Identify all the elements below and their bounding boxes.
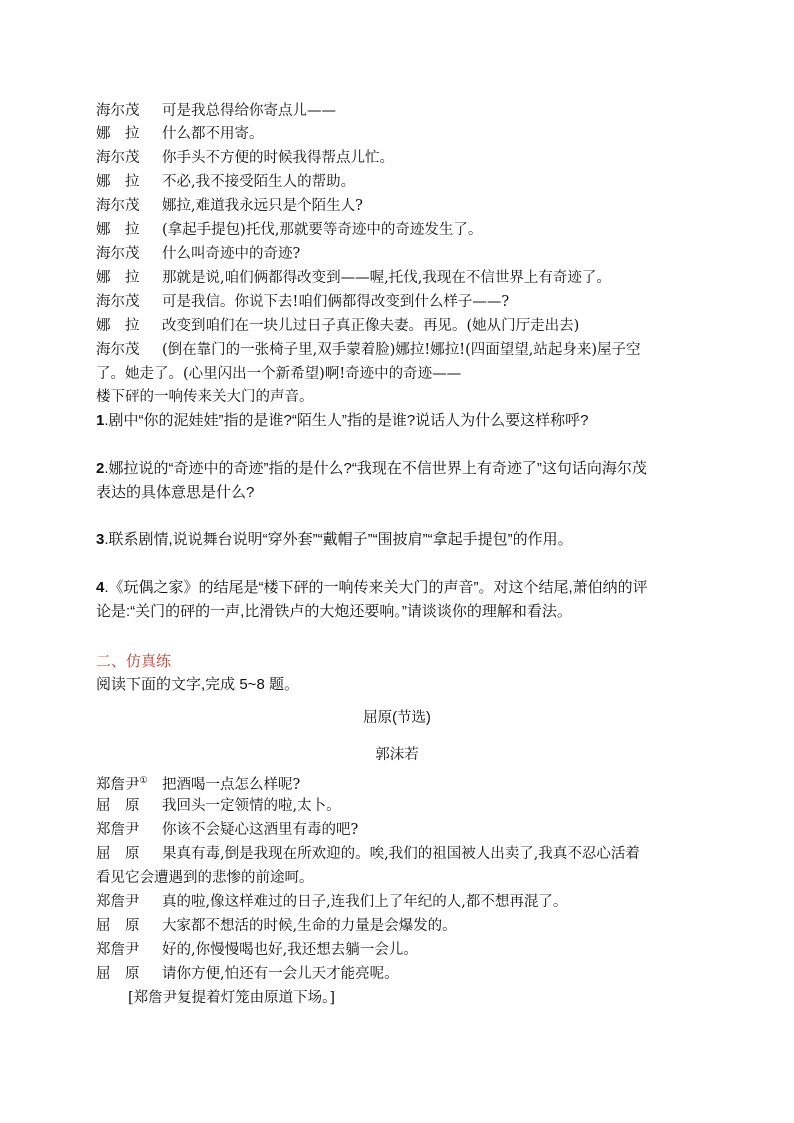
dialogue-line — [96, 916, 457, 936]
speaker: 海尔茂 — [96, 150, 140, 166]
dialogue-line — [96, 340, 641, 360]
speaker-name: 郑詹尹 — [96, 776, 140, 793]
speaker: 屈 原 — [96, 966, 140, 982]
question-text: .联系剧情,说说舞台说明“穿外套”“戴帽子”“围披肩”“拿起手提包”的作用。 — [104, 531, 573, 548]
dialogue-line — [96, 220, 482, 240]
speaker: 海尔茂 — [96, 246, 140, 262]
dialogue-text: 改变到咱们在一块儿过日子真正像夫妻。再见。(她从门厅走出去) — [162, 318, 580, 334]
dialogue-line — [96, 172, 355, 192]
speaker: 屈 原 — [96, 918, 140, 934]
speaker: 娜 拉 — [96, 318, 140, 334]
dialogue-line — [96, 796, 341, 816]
speaker: 海尔茂 — [96, 294, 140, 310]
question-number: 4 — [96, 579, 105, 596]
speaker: 郑詹尹 — [96, 822, 140, 838]
dialogue-line — [96, 940, 418, 960]
question-4 — [96, 577, 648, 599]
section-instruction: 阅读下面的文字,完成 5~8 题。 — [96, 676, 299, 693]
footnote-mark: ① — [139, 776, 148, 786]
dialogue-line — [96, 268, 611, 288]
stage-direction: [郑詹尹复提着灯笼由原道下场。] — [128, 990, 336, 1006]
dialogue-text: (倒在靠门的一张椅子里,双手蒙着脸)娜拉!娜拉!(四面望望,站起身来)屋子空 — [162, 342, 641, 358]
excerpt-author: 郭沫若 — [375, 747, 419, 763]
dialogue-line — [96, 771, 300, 795]
speaker: 娜 拉 — [96, 174, 140, 190]
dialogue-text: 好的,你慢慢喝也好,我还想去躺一会儿。 — [162, 942, 418, 958]
dialogue-text: 可是我信。你说下去!咱们俩都得改变到什么样子——? — [162, 294, 510, 310]
question-number: 3 — [96, 531, 105, 548]
dialogue-line — [96, 148, 394, 168]
speaker: 海尔茂 — [96, 198, 140, 214]
dialogue-text: 什么叫奇迹中的奇迹? — [162, 246, 301, 262]
dialogue-text: 娜拉,难道我永远只是个陌生人? — [162, 198, 363, 214]
dialogue-text: 大家都不想活的时候,生命的力量是会爆发的。 — [162, 918, 457, 934]
dialogue-text: 请你方便,怕还有一会儿天才能亮呢。 — [162, 966, 399, 982]
speaker: 娜 拉 — [96, 126, 140, 142]
dialogue-line — [96, 892, 567, 912]
speaker: 郑詹尹 — [96, 942, 140, 958]
dialogue-line — [96, 316, 579, 336]
dialogue-text: 果真有毒,倒是我现在所欢迎的。唉,我们的祖国被人出卖了,我真不忍心活着 — [162, 846, 640, 862]
stage-direction: 楼下砰的一响传来关大门的声音。 — [96, 389, 314, 405]
dialogue-line — [96, 196, 363, 216]
speaker: 海尔茂 — [96, 342, 140, 358]
question-3 — [96, 529, 573, 551]
dialogue-line — [96, 844, 640, 864]
dialogue-text: 不必,我不接受陌生人的帮助。 — [162, 174, 356, 190]
speaker: 郑詹尹 — [96, 894, 140, 910]
dialogue-text: 可是我总得给你寄点儿—— — [162, 103, 336, 119]
dialogue-line — [96, 101, 336, 121]
question-text: .剧中“你的泥娃娃”指的是谁?“陌生人”指的是谁?说话人为什么要这样称呼? — [104, 412, 589, 429]
question-4-line-2: 论是:“关门的砰的一声,比滑铁卢的大炮还要响。”请谈谈你的理解和看法。 — [96, 603, 572, 620]
speaker: 屈 原 — [96, 846, 140, 862]
dialogue-line — [96, 124, 264, 144]
dialogue-continuation: 了。她走了。(心里闪出一个新希望)啊!奇迹中的奇迹—— — [96, 366, 462, 382]
question-1 — [96, 410, 589, 432]
question-text: .娜拉说的“奇迹中的奇迹”指的是什么?“我现在不信世界上有奇迹了”这句话向海尔茂 — [104, 460, 647, 477]
speaker: 海尔茂 — [96, 103, 140, 119]
speaker: 娜 拉 — [96, 222, 140, 238]
dialogue-text: (拿起手提包)托伐,那就要等奇迹中的奇迹发生了。 — [162, 222, 483, 238]
question-text: .《玩偶之家》的结尾是“楼下砰的一响传来关大门的声音”。对这个结尾,萧伯纳的评 — [104, 579, 648, 596]
dialogue-text: 真的啦,像这样难过的日子,连我们上了年纪的人,都不想再混了。 — [162, 894, 568, 910]
excerpt-title: 屈原(节选) — [363, 710, 431, 726]
speaker — [96, 771, 162, 795]
section-title: 二、仿真练 — [96, 652, 172, 670]
dialogue-text: 把酒喝一点怎么样呢? — [162, 776, 301, 793]
dialogue-text: 什么都不用寄。 — [162, 126, 264, 142]
question-number: 2 — [96, 460, 105, 477]
dialogue-text: 我回头一定领情的啦,太卜。 — [162, 798, 341, 814]
dialogue-text: 那就是说,咱们俩都得改变到——喔,托伐,我现在不信世界上有奇迹了。 — [162, 270, 611, 286]
dialogue-text: 你手头不方便的时候我得帮点儿忙。 — [162, 150, 394, 166]
speaker: 屈 原 — [96, 798, 140, 814]
question-number: 1 — [96, 412, 105, 429]
dialogue-continuation: 看见它会遭遇到的悲惨的前途呵。 — [96, 870, 314, 886]
dialogue-line — [96, 820, 358, 840]
speaker: 娜 拉 — [96, 270, 140, 286]
dialogue-line — [96, 244, 300, 264]
question-2-line-2: 表达的具体意思是什么? — [96, 484, 255, 501]
dialogue-line — [96, 292, 509, 312]
dialogue-line — [96, 964, 399, 984]
question-2 — [96, 458, 647, 480]
dialogue-text: 你该不会疑心这酒里有毒的吧? — [162, 822, 359, 838]
